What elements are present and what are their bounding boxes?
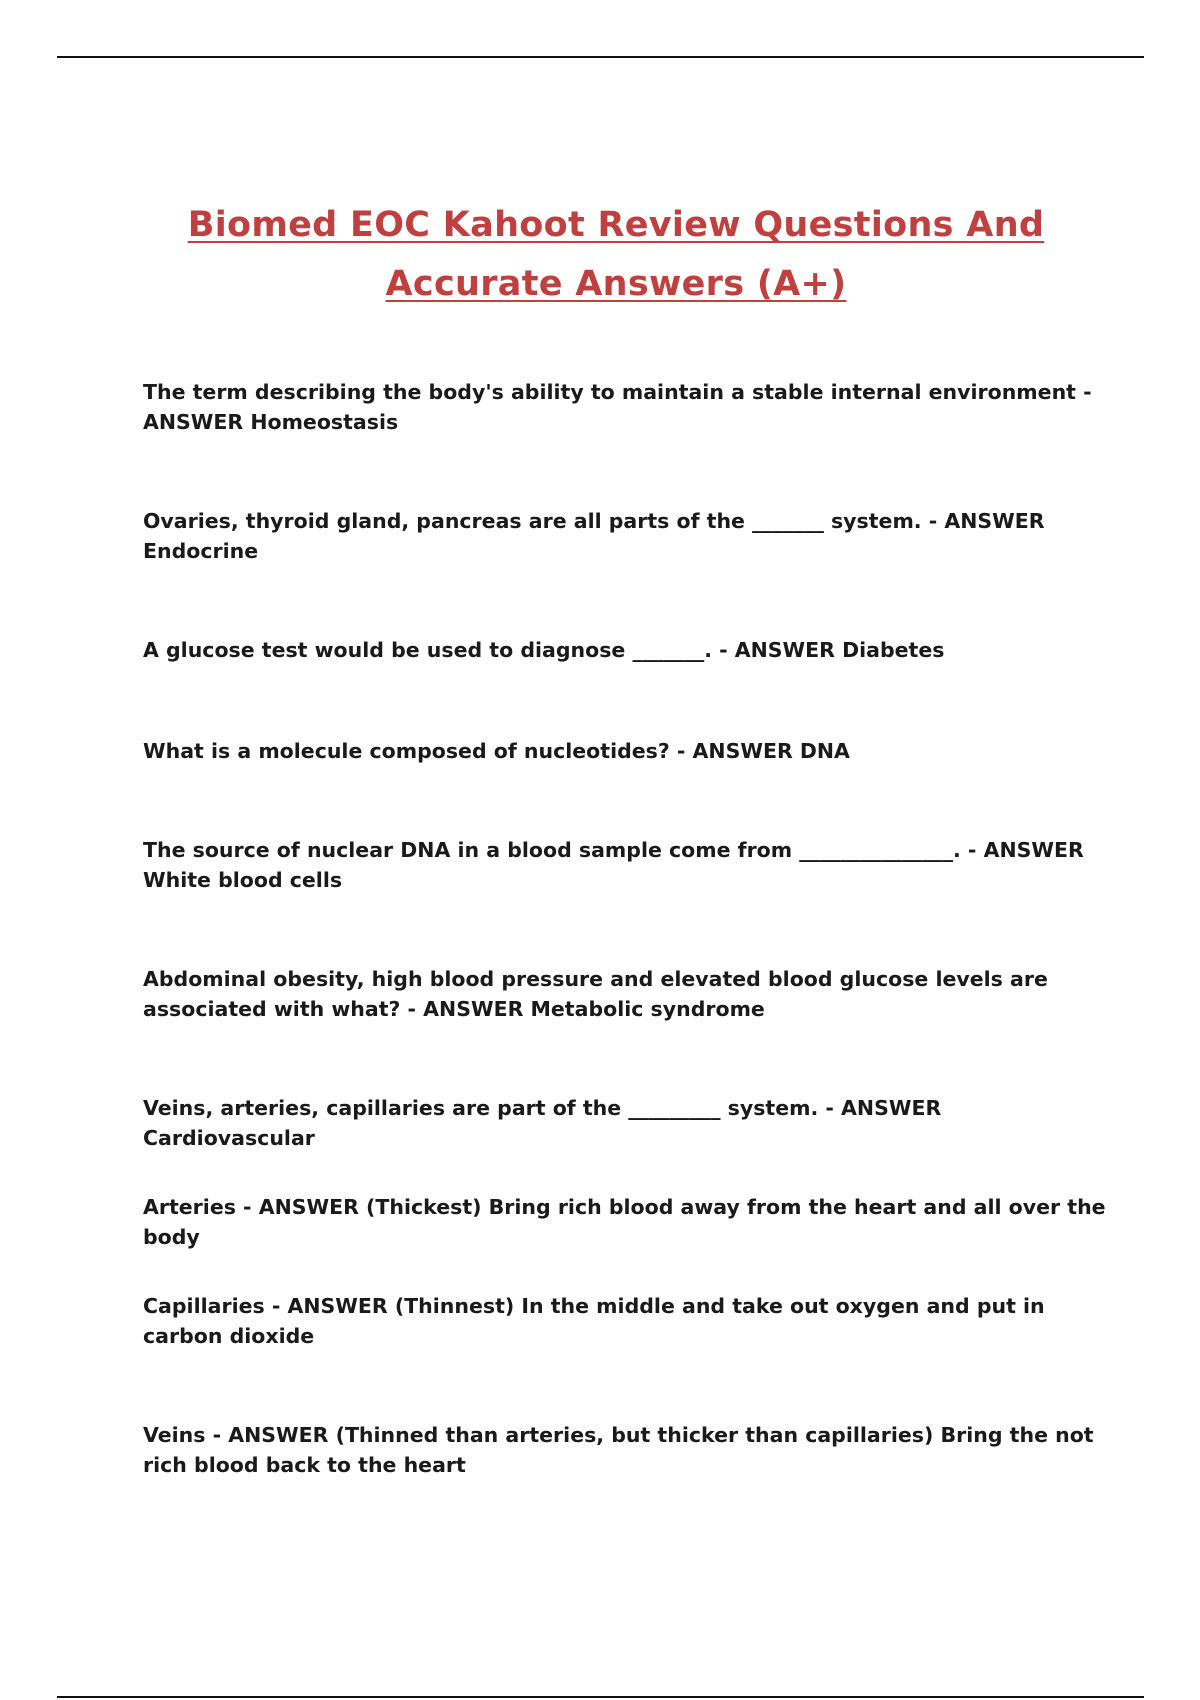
qa-item-capillaries: Capillaries - ANSWER (Thinnest) In the middle and take out oxygen and put in carbon dioxide xyxy=(143,1294,1045,1348)
top-rule xyxy=(57,56,1144,58)
qa-item-dna: What is a molecule composed of nucleotides? - ANSWER DNA xyxy=(143,739,850,763)
qa-item-homeostasis: The term describing the body's ability to maintain a stable internal environment - ANSWER Homeostasis xyxy=(143,380,1092,434)
qa-item-endocrine: Ovaries, thyroid gland, pancreas are all parts of the _______ system. - ANSWER Endocrine xyxy=(143,509,1045,563)
qa-item-diabetes: A glucose test would be used to diagnose _______. - ANSWER Diabetes xyxy=(143,638,945,662)
bottom-rule xyxy=(57,1696,1144,1698)
qa-item-veins: Veins - ANSWER (Thinned than arteries, but thicker than capillaries) Bring the not rich blood back to the heart xyxy=(143,1423,1094,1477)
qa-item-cardiovascular: Veins, arteries, capillaries are part of the _________ system. - ANSWER Cardiovascular xyxy=(143,1096,942,1150)
qa-item-arteries: Arteries - ANSWER (Thickest) Bring rich blood away from the heart and all over the body xyxy=(143,1195,1106,1249)
title-line-2: Accurate Answers (A+) xyxy=(385,264,847,304)
title-line-1: Biomed EOC Kahoot Review Questions And xyxy=(187,205,1045,245)
document-title xyxy=(0,196,1200,314)
qa-item-white-blood-cells: The source of nuclear DNA in a blood sample come from _______________. - ANSWER White blood cells xyxy=(143,838,1084,892)
qa-item-metabolic-syndrome: Abdominal obesity, high blood pressure and elevated blood glucose levels are associated with what? - ANSWER Metabolic syndrome xyxy=(143,967,1048,1021)
